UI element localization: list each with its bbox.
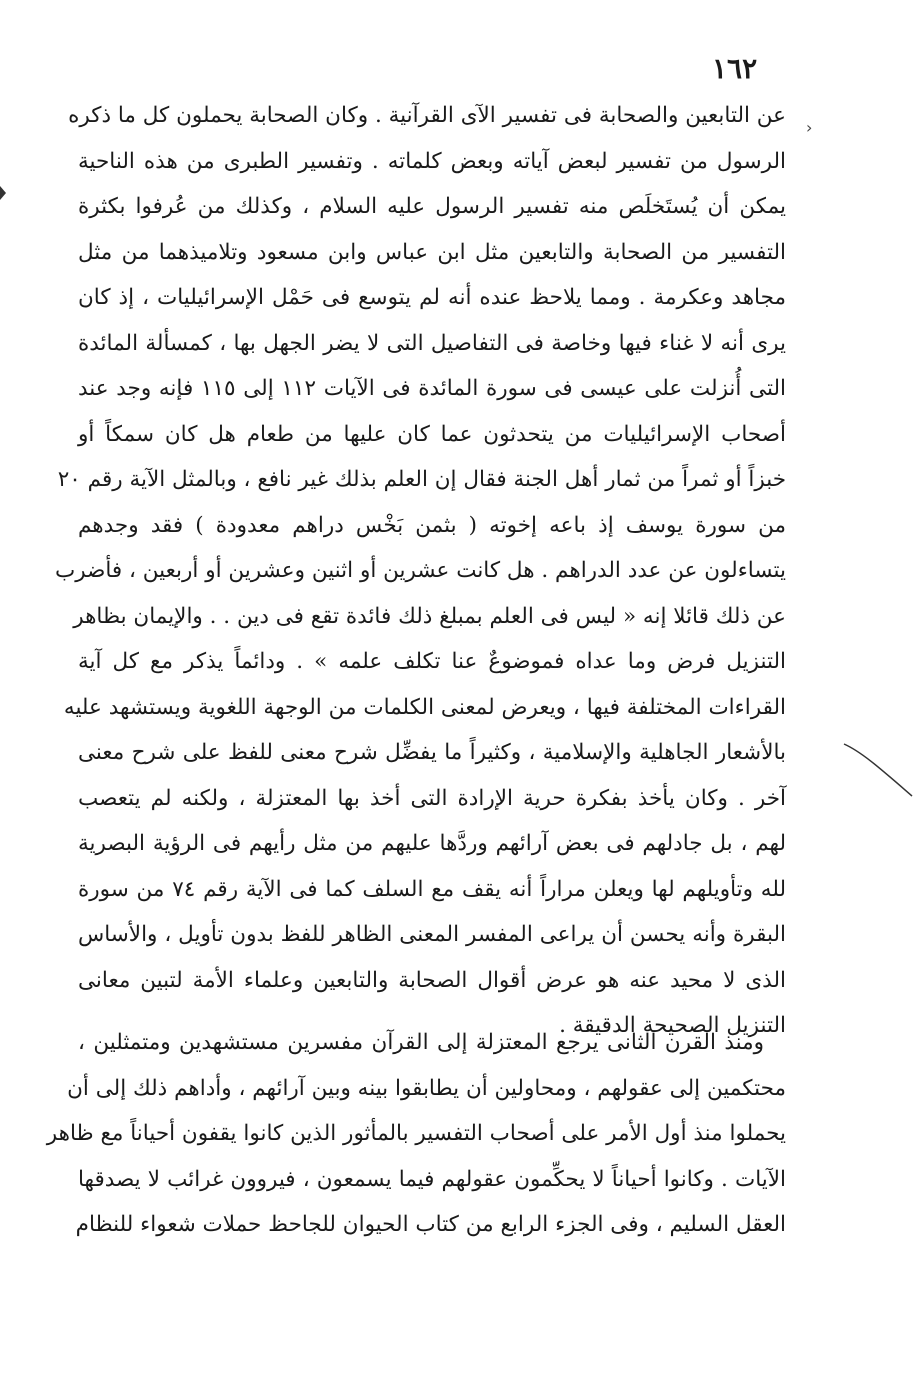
paragraph-line: الذى لا محيد عنه هو عرض أقوال الصحابة والتابعين وعلماء الأمة لتبين معانى bbox=[78, 967, 786, 993]
paragraph-line: التنزيل الصحيحة الدقيقة . bbox=[559, 1013, 786, 1038]
paragraph-line: يرى أنه لا غناء فيها وخاصة فى التفاصيل التى لا يضر الجهل بها ، كمسألة المائدة bbox=[78, 330, 786, 356]
paragraph-line: ومنذ القرن الثانى يرجع المعتزلة إلى القرآن مفسرين مستشهدين ومتمثلين ، bbox=[78, 1030, 764, 1055]
paragraph-line: العقل السليم ، وفى الجزء الرابع من كتاب الحيوان للجاحظ حملات شعواء للنظام bbox=[75, 1212, 786, 1237]
margin-pen-stroke bbox=[842, 740, 914, 800]
paragraph-line: القراءات المختلفة فيها ، ويعرض لمعنى الكلمات من الوجهة اللغوية ويستشهد عليه bbox=[63, 694, 786, 720]
page-number: ١٦٢ bbox=[712, 52, 758, 85]
paragraph-line: لله وتأويلهم لها ويعلن مراراً أنه يقف مع السلف كما فى الآية رقم ٧٤ من سورة bbox=[78, 876, 786, 902]
paragraph-1 bbox=[55, 93, 786, 1049]
margin-tick-mark: › bbox=[806, 118, 813, 137]
left-edge-mark bbox=[0, 186, 6, 200]
paragraph-line: خبزاً أو ثمراً من ثمار أهل الجنة فقال إن العلم بذلك غير نافع ، وبالمثل الآية رقم ٢٠ bbox=[57, 467, 786, 492]
paragraph-line: يحملوا منذ أول الأمر على أصحاب التفسير بالمأثور الذين كانوا يقفون أحياناً مع ظاهر bbox=[46, 1121, 786, 1146]
paragraph-line: أصحاب الإسرائيليات من يتحدثون عما كان عليها من طعام هل كان سمكاً أو bbox=[78, 421, 786, 447]
paragraph-line: عن ذلك قائلا إنه « ليس فى العلم بمبلغ ذلك فائدة تقع فى دين . . والإيمان بظاهر bbox=[73, 603, 786, 629]
paragraph-line: الرسول من تفسير لبعض آياته وبعض كلماته . وتفسير الطبرى من هذه الناحية bbox=[78, 148, 786, 174]
paragraph-line: التنزيل فرض وما عداه فموضوعٌ عنا تكلف علمه » . ودائماً يذكر مع كل آية bbox=[78, 649, 786, 674]
paragraph-line: محتكمين إلى عقولهم ، ومحاولين أن يطابقوا بينه وبين آرائهم ، وأداهم ذلك إلى أن bbox=[67, 1075, 786, 1101]
paragraph-line: بالأشعار الجاهلية والإسلامية ، وكثيراً ما يفضِّل شرح معنى للفظ على شرح معنى bbox=[78, 740, 786, 765]
paragraph-line: الآيات . وكانوا أحياناً لا يحكِّمون عقولهم فيما يسمعون ، فيروون غرائب لا يصدقها bbox=[78, 1166, 786, 1192]
paragraph-line: البقرة وأنه يحسن أن يراعى المفسر المعنى الظاهر للفظ بدون تأويل ، والأساس bbox=[78, 922, 786, 947]
paragraph-line: لهم ، بل جادلهم فى بعض آرائهم وردَّها عليهم من مثل رأيهم فى الرؤية البصرية bbox=[78, 831, 786, 856]
paragraph-line: مجاهد وعكرمة . ومما يلاحظ عنده أنه لم يتوسع فى حَمْل الإسرائيليات ، إذ كان bbox=[78, 285, 786, 310]
paragraph-line: يتساءلون عن عدد الدراهم . هل كانت عشرين أو اثنين وعشرين أو أربعين ، فأضرب bbox=[55, 558, 786, 583]
paragraph-line: التى أُنزلت على عيسى فى سورة المائدة فى الآيات ١١٢ إلى ١١٥ فإنه وجد عند bbox=[78, 376, 786, 401]
paragraph-line: التفسير من الصحابة والتابعين مثل ابن عباس وابن مسعود وتلاميذهما من مثل bbox=[78, 239, 786, 265]
paragraph-2 bbox=[46, 1020, 786, 1248]
paragraph-line: من سورة يوسف إذ باعه إخوته ( بثمن بَخْس دراهم معدودة ) فقد وجدهم bbox=[78, 512, 786, 538]
paragraph-line: يمكن أن يُستَخلَص منه تفسير الرسول عليه السلام ، وكذلك من عُرفوا بكثرة bbox=[78, 194, 786, 219]
paragraph-line: عن التابعين والصحابة فى تفسير الآى القرآنية . وكان الصحابة يحملون كل ما ذكره bbox=[68, 103, 786, 128]
paragraph-line: آخر . وكان يأخذ بفكرة حرية الإرادة التى أخذ بها المعتزلة ، ولكنه لم يتعصب bbox=[78, 785, 786, 811]
